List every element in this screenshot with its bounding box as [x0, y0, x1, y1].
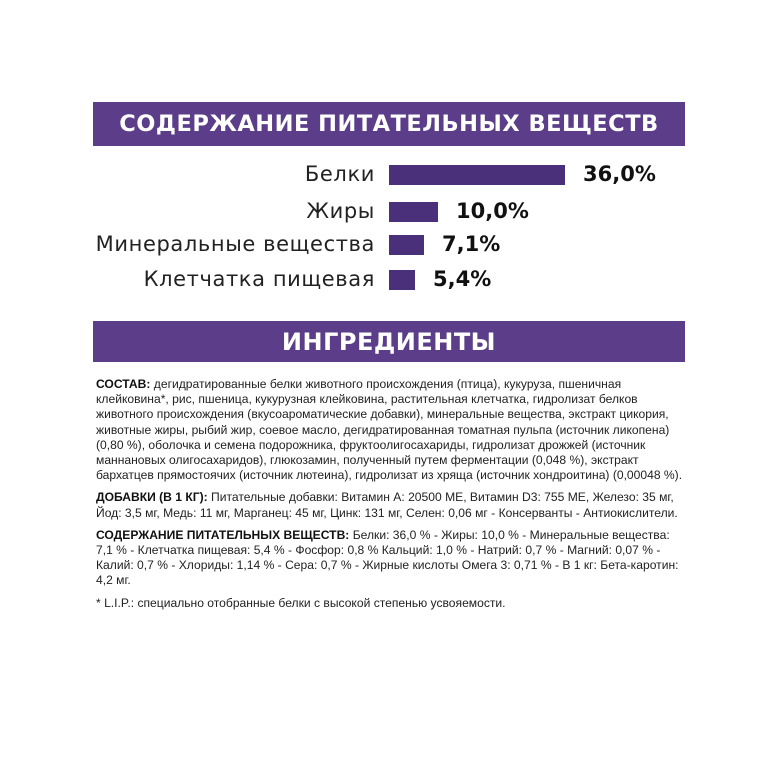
- composition-paragraph: [96, 377, 686, 483]
- nutrient-value: 36,0%: [583, 162, 656, 186]
- additives-text: Питательные добавки: Витамин А: 20500 МЕ, Витамин D3: 755 МЕ, Железо: 35 мг, Йод: 3,5 мг, Медь: 11 мг, Марганец: 45 мг, Цинк: 131 мг, Селен: 0,06 мг - Консерванты - Антиокислители.: [96, 490, 678, 520]
- nutrient-bar: [389, 202, 438, 222]
- nutrient-label: Белки: [304, 162, 375, 186]
- nutrient-label: Минеральные вещества: [95, 232, 375, 256]
- nutrient-bar: [389, 165, 565, 185]
- additives-paragraph: [96, 490, 686, 520]
- nutrient-content-paragraph: [96, 528, 686, 589]
- nutrient-label: Клетчатка пищевая: [143, 267, 375, 291]
- additives-label: ДОБАВКИ (В 1 КГ):: [96, 490, 208, 505]
- nutrient-content-label: СОДЕРЖАНИЕ ПИТАТЕЛЬНЫХ ВЕЩЕСТВ:: [96, 527, 350, 542]
- nutrient-value: 7,1%: [442, 232, 501, 256]
- composition-text: дегидратированные белки животного происхождения (птица), кукуруза, пшеничная клейковина*, рис, пшеница, кукурузная клейковина, растительная клетчатка, гидролизат белков животного происхождения (вкусоароматические добавки), минеральные вещества, экстракт цикория, животные жиры, рыбий жир, соевое масло, дегидратированная томатная пульпа (источник ликопена) (0,80 %), оболочка и семена подорожника, фруктоолигосахариды, гидролизат дрожжей (источник маннановых олигосахаридов), глюкозамин, полученный путем ферментации (0,048 %), экстракт бархатцев прямостоячих (источник лютеина), гидролизат из хряща (источник хондроитина) (0,00048 %).: [96, 377, 683, 483]
- nutrient-value: 5,4%: [433, 267, 492, 291]
- nutrient-bar: [389, 270, 415, 290]
- nutrient-bar: [389, 235, 424, 255]
- nutrient-value: 10,0%: [456, 199, 529, 223]
- composition-label: СОСТАВ:: [96, 377, 151, 391]
- footnote: * L.I.P.: специально отобранные белки с высокой степенью усвояемости.: [96, 595, 506, 610]
- ingredients-section-title: ИНГРЕДИЕНТЫ: [93, 321, 685, 362]
- nutrients-section-title: СОДЕРЖАНИЕ ПИТАТЕЛЬНЫХ ВЕЩЕСТВ: [93, 102, 685, 146]
- nutrient-label: Жиры: [306, 199, 375, 223]
- nutrient-content-text: Белки: 36,0 % - Жиры: 10,0 % - Минеральные вещества: 7,1 % - Клетчатка пищевая: 5,4 % - Фосфор: 0,8 % Кальций: 1,0 % - Натрий: 0,7 % - Магний: 0,07 % - Калий: 0,7 % - Хлориды: 1,14 % - Сера: 0,7 % - Жирные кислоты Омега 3: 0,71 % - В 1 кг: Бета-каротин: 4,2 мг.: [96, 527, 679, 588]
- ingredients-text-block: [96, 377, 686, 618]
